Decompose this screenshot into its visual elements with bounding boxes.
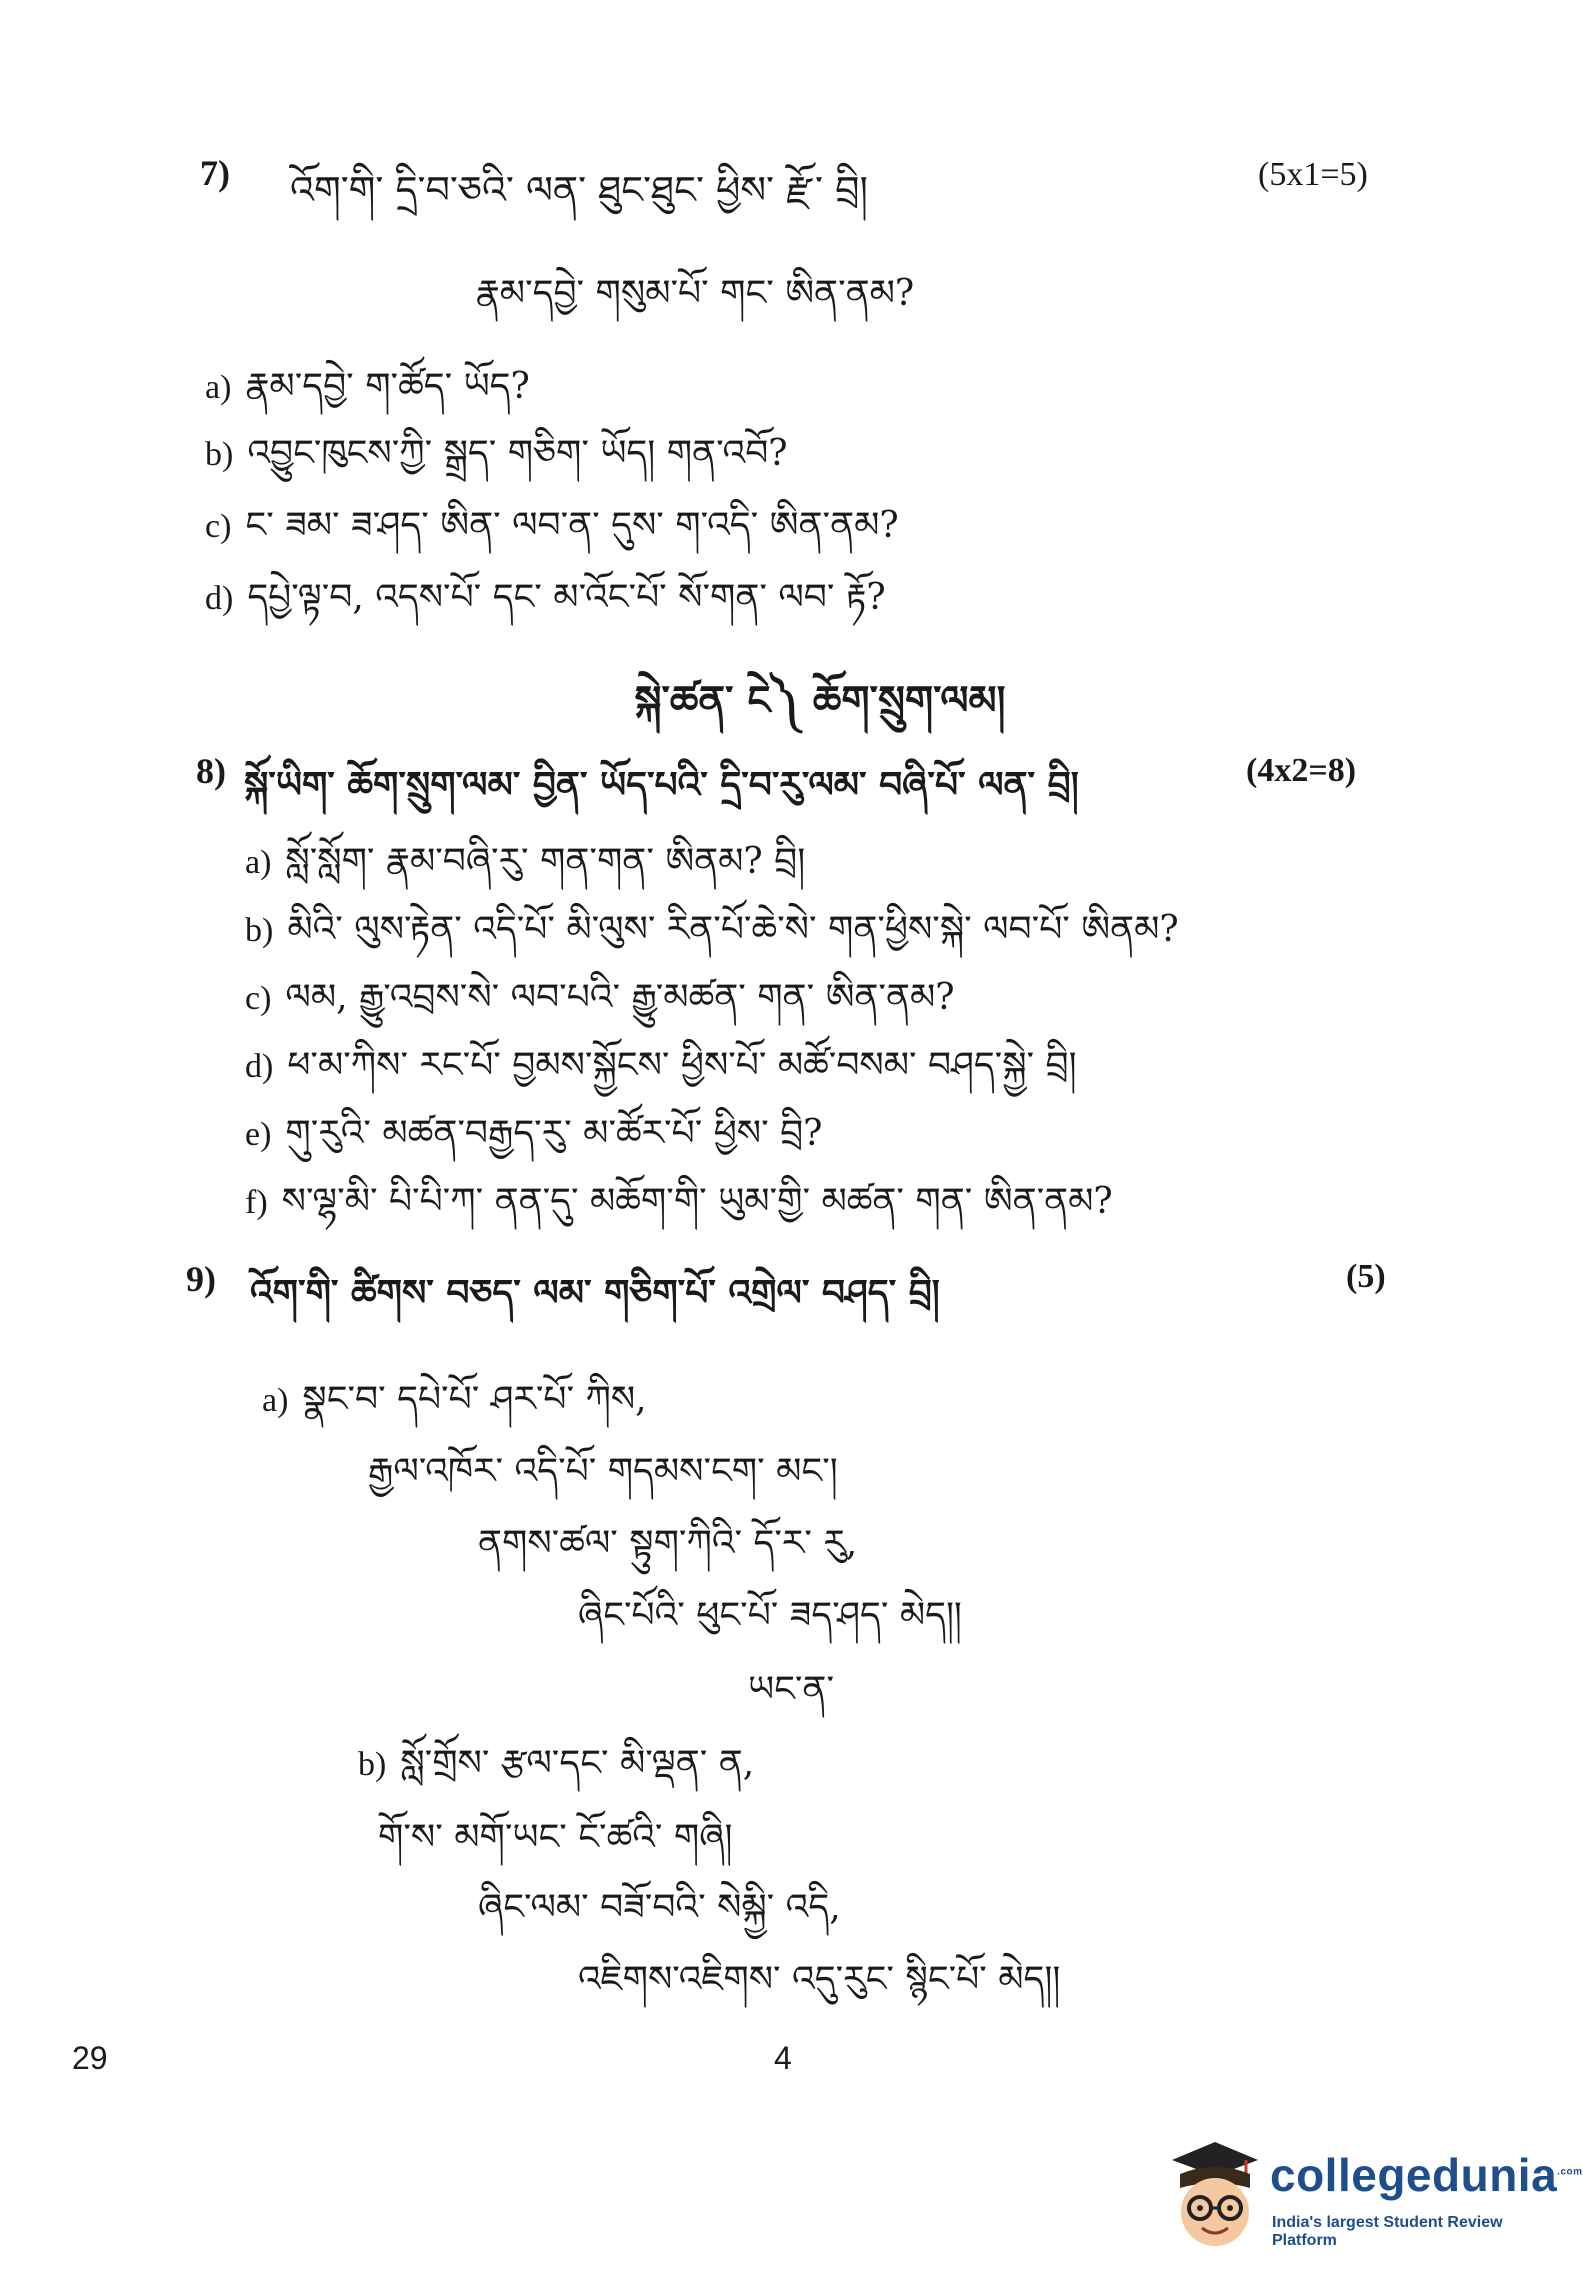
poem-a-line-4: ཞིང་པོའི་ ཕུང་པོ་ ཟད་ཤད་ མེད།། (578, 1595, 962, 1636)
option-text: ས་ལྷ་མི་ པི་པི་ཀ་ ནན་དུ་ མཆོག་གི་ ཡུམ་གྱི་ མཚན་ གན་ ཨིན་ནམ? (281, 1181, 1113, 1222)
option-label: c) (245, 980, 272, 1017)
option-label: f) (245, 1184, 268, 1221)
section-heading: སྐེ་ཚན་ ངེ༽ ཆོག་སྲུག་ལམ། (634, 677, 1006, 724)
page-number: 4 (774, 2040, 792, 2076)
poem-line: སྣང་བ་ དཔེ་པོ་ ཤར་པོ་ ཀིས, (302, 1379, 647, 1420)
option-text: རྣམ་དབྱེ་ ག་ཚོད་ ཡོད? (245, 366, 530, 407)
option-text: མིའི་ ལུས་རྟེན་ འདི་པོ་ མི་ལུས་ རིན་པོ་ཆེ་སེ་ གན་ཕྱིས་སྐེ་ ལབ་པོ་ ཨིནམ? (287, 909, 1179, 950)
q9-number: 9) (186, 1259, 216, 1299)
option-label: d) (205, 580, 234, 617)
q7-title: འོག་གི་ དྲི་བ་ཅའི་ ལན་ ཐུང་ཐུང་ ཕྱིས་ རྫོ་ བྲི། (290, 168, 868, 212)
option-label: b) (245, 912, 274, 949)
option-label: e) (245, 1116, 272, 1153)
option-text: ལམ, རྒྱུ་འབྲས་སེ་ ལབ་པའི་ རྒྱུ་མཚན་ གན་ ཨིན་ནམ? (285, 977, 955, 1018)
option-label: b) (205, 436, 234, 473)
option-label: d) (245, 1048, 274, 1085)
logo-tagline: India's largest Student Review Platform (1272, 2214, 1503, 2249)
option-text: དཔྱེ་ལྟ་བ, འདས་པོ་ དང་ མ་འོང་པོ་ སོ་གན་ ལབ་ རྟོ? (247, 577, 886, 618)
or-label: ཡང་ན་ (748, 1669, 835, 1710)
logo-name: collegedunia (1270, 2149, 1558, 2201)
q7-number: 7) (200, 153, 230, 193)
poem-a-line-2: རྒྱལ་འཁོར་ འདི་པོ་ གདམས་ངག་ མང་། (368, 1451, 838, 1492)
q9-marks: (5) (1346, 1258, 1386, 1295)
logo-suffix: .com (1557, 2166, 1583, 2178)
poem-b-line-3: ཞིང་ལམ་ བཟོ་བའི་ སེམྐྱི་ འདི, (478, 1887, 841, 1928)
poem-a-line-3: ནགས་ཚལ་ སྟུག་ཀིའི་ དོ་ར་ རུ, (478, 1523, 858, 1564)
option-text: སློ་སློག་ རྣམ་བཞི་རུ་ གན་གན་ ཨིནམ? བྲི། (285, 841, 806, 882)
option-label: a) (245, 844, 272, 881)
q8-option-f (245, 1160, 1113, 1262)
q8-number: 8) (196, 751, 226, 791)
mascot-icon (1160, 2130, 1270, 2270)
poem-b-line-4: འཇིགས་འཇིགས་ འདུ་རུང་ སྙིང་པོ་ མེད།། (578, 1959, 1061, 2000)
logo-wordmark (1270, 2148, 1583, 2202)
option-text: འབྱུང་ཁུངས་ཀྱི་ སྒྲད་ གཅིག་ ཡོད། གན་འབོ? (247, 433, 788, 474)
q8-marks: (4x2=8) (1246, 752, 1357, 789)
poem-label: b) (358, 1746, 387, 1783)
q7-option-d (205, 556, 886, 658)
q7-marks: (5x1=5) (1258, 156, 1368, 193)
option-text: ང་ ཟམ་ ཟ་ཤད་ ཨིན་ ལབ་ན་ དུས་ ག་འདི་ ཨིན་ནམ? (245, 505, 899, 546)
option-text: གུ་རུའི་ མཚན་བརྒྱད་རུ་ མ་ཚོར་པོ་ ཕྱིས་ བྲི? (285, 1113, 823, 1154)
footer-code: 29 (72, 2040, 108, 2076)
option-text: ཕ་མ་ཀིས་ རང་པོ་ བྱམས་སྐྱོངས་ ཕྱིས་པོ་ མཚོ་བསམ་ བཤད་སྐྱེ་ བྲི། (287, 1045, 1077, 1086)
q8-title: སྐོ་ཡིག་ ཆོག་སྲུག་ལམ་ བྱིན་ ཡོད་པའི་ དྲི་བ་རུ་ལམ་ བཞི་པོ་ ལན་ བྲི། (244, 764, 1079, 806)
poem-line: སློ་གྲོས་ རྩལ་དང་ མི་ལྡན་ ན, (400, 1743, 755, 1784)
q7-subtitle: རྣམ་དབྱེ་ གསུམ་པོ་ གང་ ཨིན་ནམ? (475, 273, 915, 314)
q9-title: འོག་གི་ ཚིགས་ བཅད་ ལམ་ གཅིག་པོ་ འགྲེལ་ བཤད་ བྲི། (250, 1272, 940, 1314)
poem-label: a) (262, 1382, 289, 1419)
option-label: c) (205, 508, 232, 545)
collegedunia-logo (1160, 2130, 1583, 2270)
option-label: a) (205, 369, 232, 406)
poem-b-line-2: གོ་ས་ མགོ་ཡང་ ངོ་ཚའི་ གཞི། (378, 1817, 733, 1858)
